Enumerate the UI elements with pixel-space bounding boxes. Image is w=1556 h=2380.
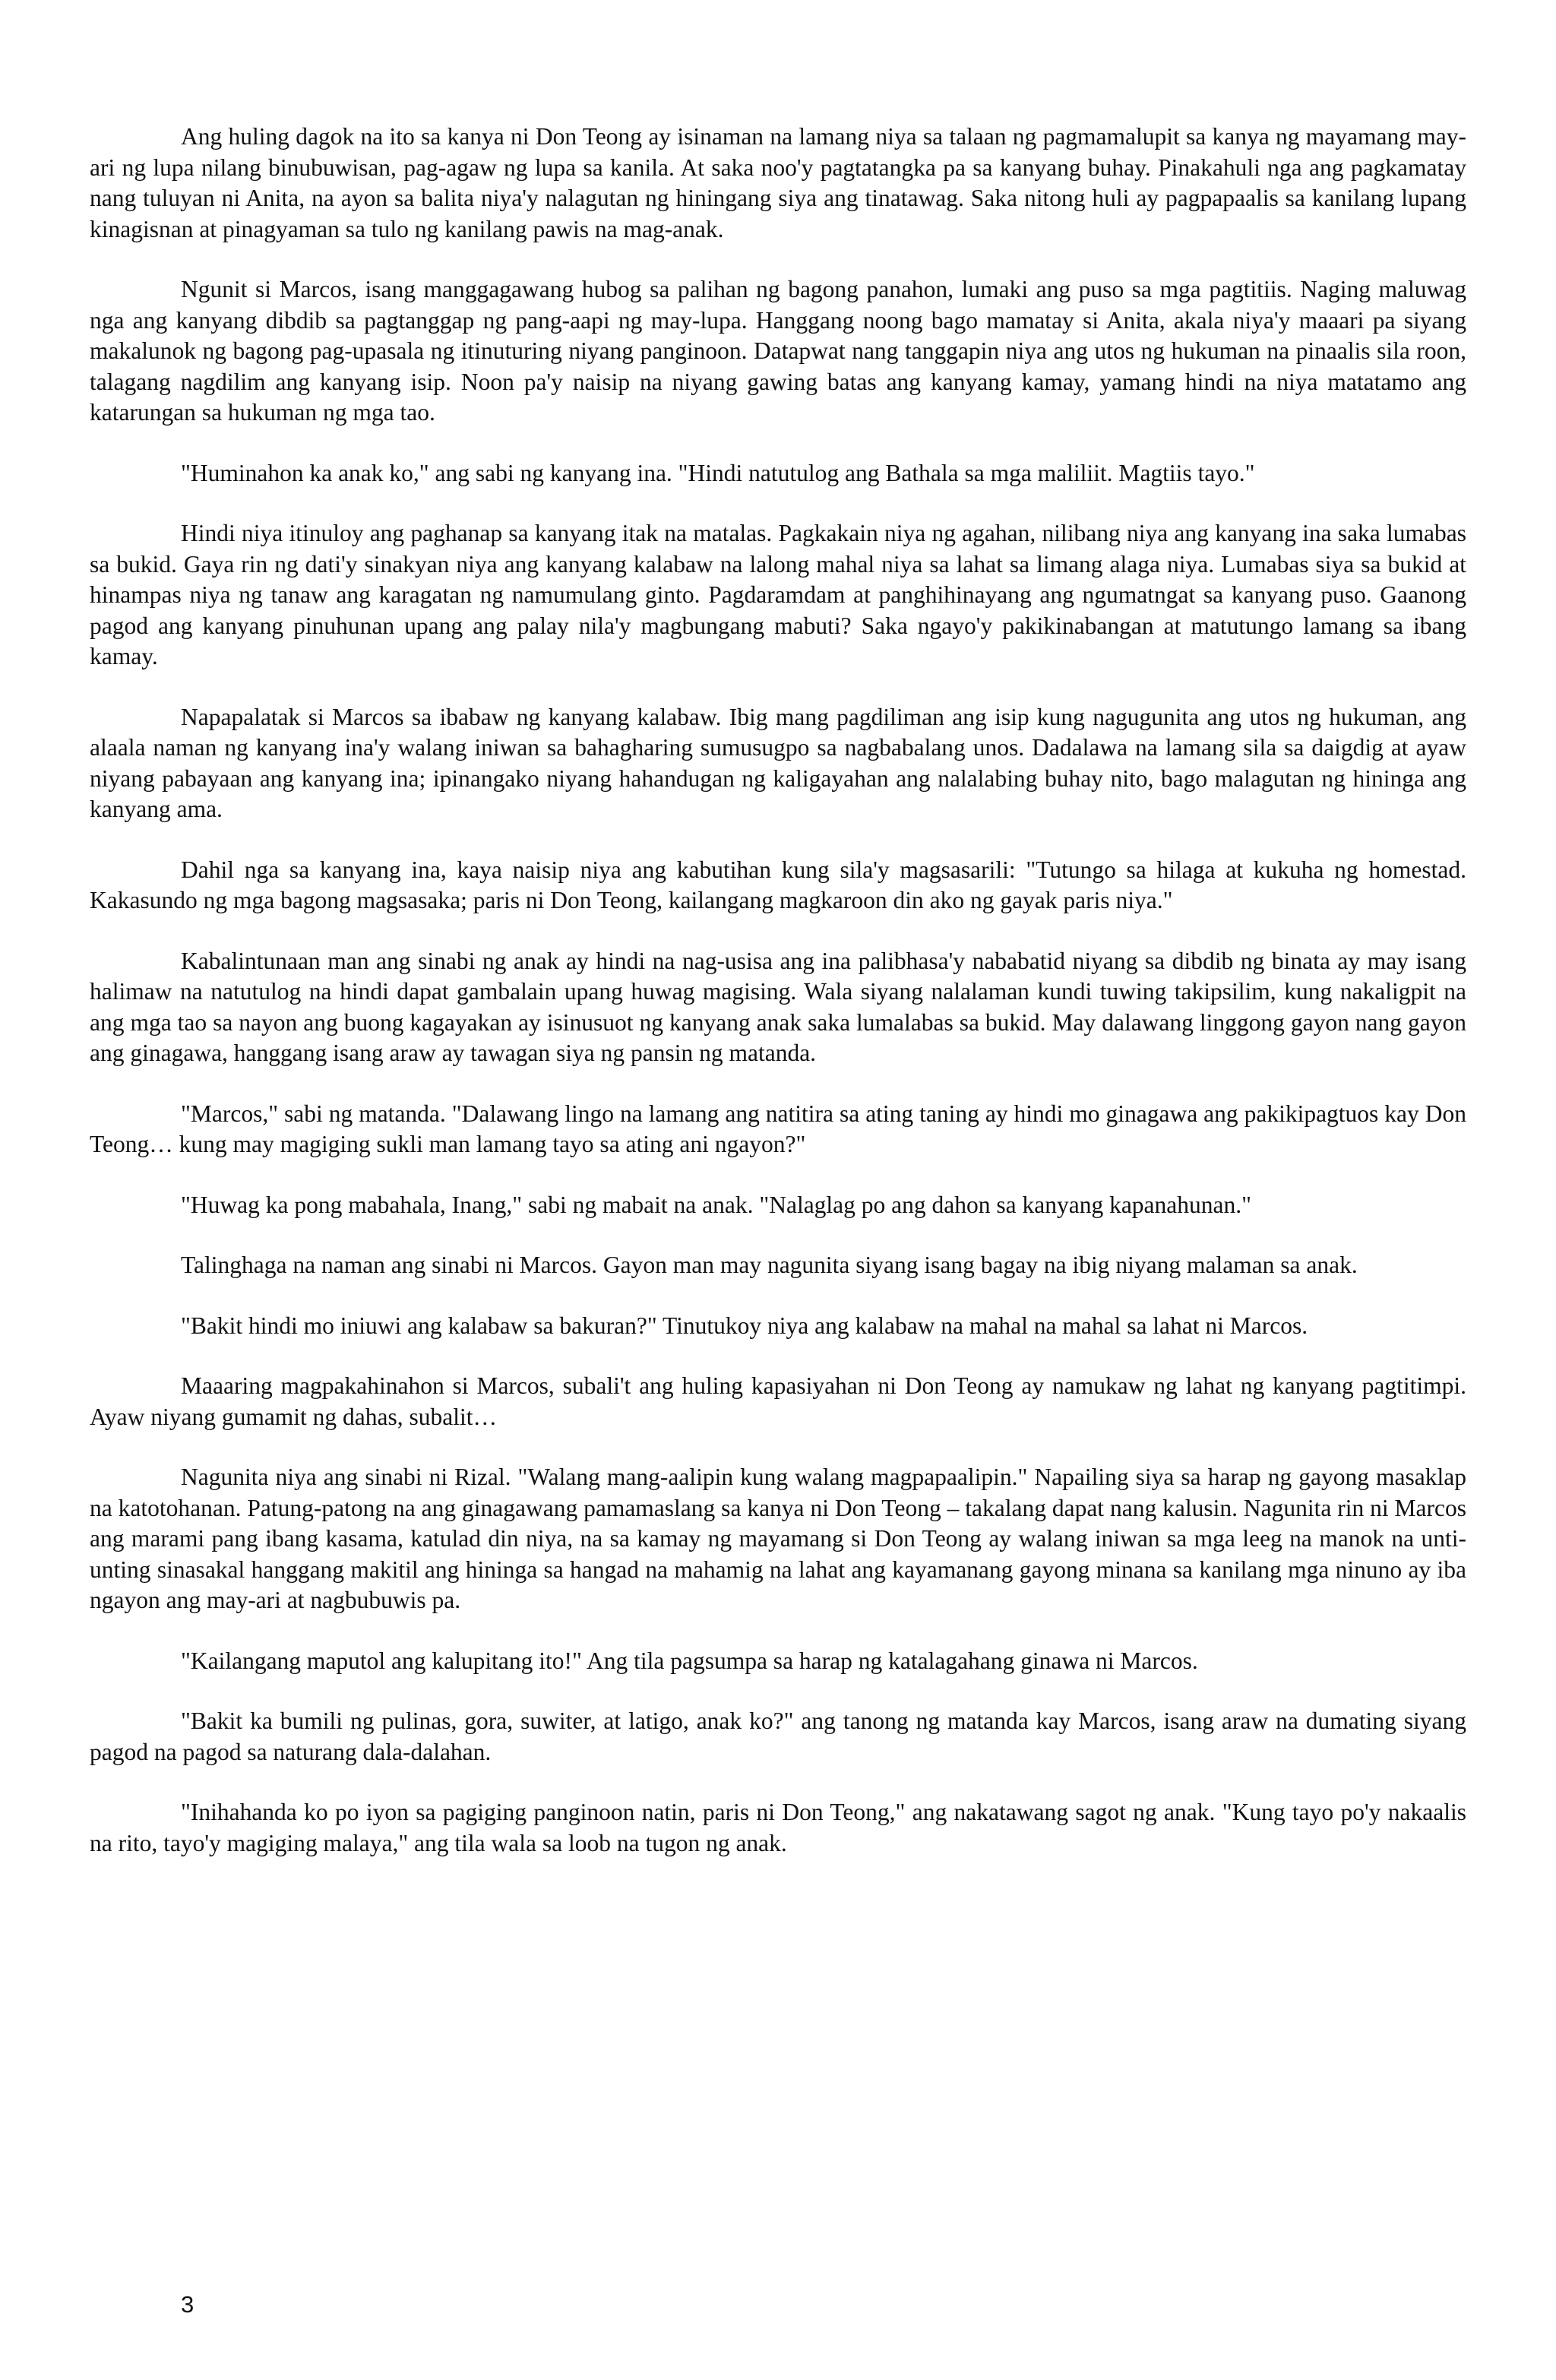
paragraph-5: Napapalatak si Marcos sa ibabaw ng kanyang kalabaw. Ibig mang pagdiliman ang isip kung nagugunita ang utos ng hukuman, ang alaala naman ng kanyang ina'y walang iniwan sa bahagharing sumusugpo sa nagbabalang unos. Dadalawa na lamang sila sa daigdig at ayaw niyang pabayaan ang kanyang ina; ipinangako niyang hahandugan ng kaligayahan ang nalalabing buhay nito, bago malagutan ng hininga ang kanyang ama.: [90, 703, 1466, 822]
paragraph-10: Talinghaga na naman ang sinabi ni Marcos. Gayon man may nagunita siyang isang bagay na ibig niyang malaman sa anak.: [181, 1252, 1358, 1278]
paragraph-14: "Kailangang maputol ang kalupitang ito!" Ang tila pagsumpa sa harap ng katalagahang ginawa ni Marcos.: [181, 1647, 1198, 1674]
paragraph-7: Kabalintunaan man ang sinabi ng anak ay hindi na nag-usisa ang ina palibhasa'y nababatid niyang sa dibdib ng binata ay may isang halimaw na natutulog na hindi dapat gambalain upang huwag magising. Wala siyang nalalaman kundi tuwing takipsilim, kung nakaligpit na ang mga tao sa nayon ang buong kagayakan ay isinusuot ng kanyang anak saka lumalabas sa bukid. May dalawang linggong gayon nang gayon ang ginagawa, hanggang isang araw ay tawagan siya ng pansin ng matanda.: [90, 947, 1466, 1066]
page-number: 3: [181, 2291, 194, 2318]
paragraph-2: Ngunit si Marcos, isang manggagawang hubog sa palihan ng bagong panahon, lumaki ang puso sa mga pagtitiis. Naging maluwag nga ang kanyang dibdib sa pagtanggap ng pang-aapi ng may-lupa. Hanggang noong bago mamatay si Anita, akala niya'y maaari pa siyang makalunok ng bagong pag-upasala ng itinuturing niyang panginoon. Datapwat nang tanggapin niya ang utos ng hukuman na pinaalis sila roon, talagang nagdilim ang kanyang isip. Noon pa'y naisip na niyang gawing batas ang kanyang kamay, yamang hindi na niya matatamo ang katarungan sa hukuman ng mga tao.: [90, 276, 1466, 426]
paragraph-4: Hindi niya itinuloy ang paghanap sa kanyang itak na matalas. Pagkakain niya ng agahan, nilibang niya ang kanyang ina saka lumabas sa bukid. Gaya rin ng dati'y sinakyan niya ang kanyang kalabaw na lalong mahal niya sa lahat sa limang alaga niya. Lumabas siya sa bukid at hinampas niya ng tanaw ang karagatan ng namumulang ginto. Pagdaramdam at panghihinayang ang ngumatngat sa kanyang puso. Gaanong pagod ang kanyang pinuhunan upang ang palay nila'y magbungang mabuti? Saka ngayo'y pakikinabangan at matutungo lamang sa ibang kamay.: [90, 520, 1466, 669]
paragraph-1: Ang huling dagok na ito sa kanya ni Don Teong ay isinaman na lamang niya sa talaan ng pagmamalupit sa kanya ng mayamang may-ari ng lupa nilang binubuwisan, pag-agaw ng lupa sa kanila. At saka noo'y pagtatangka pa sa kanyang buhay. Pinakahuli nga ang pagkamatay nang tuluyan ni Anita, na ayon sa balita niya'y nalagutan ng hiningang siya ang tinatawag. Saka nitong huli ay pagpapaalis sa kanilang lupang kinagisnan at pinagyaman sa tulo ng kanilang pawis na mag-anak.: [90, 123, 1466, 242]
paragraph-13: Nagunita niya ang sinabi ni Rizal. "Walang mang-aalipin kung walang magpapaalipin." Napailing siya sa harap ng gayong masaklap na katotohanan. Patung-patong na ang ginagawang pamamaslang sa kanya ni Don Teong – takalang dapat nang kalusin. Nagunita rin ni Marcos ang marami pang ibang kasama, katulad din niya, na sa kamay ng mayamang si Don Teong ay walang iniwan sa mga leeg na manok na unti-unting sinasakal hanggang makitil ang hininga sa hangad na mahamig na lahat ang kayamanang gayong minana sa kanilang mga ninuno ay iba ngayon ang may-ari at nagbubuwis pa.: [90, 1464, 1466, 1613]
paragraph-6: Dahil nga sa kanyang ina, kaya naisip niya ang kabutihan kung sila'y magsasarili: "Tutungo sa hilaga at kukuha ng homestad. Kakasundo ng mga bagong magsasaka; paris ni Don Teong, kailangang magkaroon din ako ng gayak paris niya.": [90, 856, 1466, 913]
paragraph-15: "Bakit ka bumili ng pulinas, gora, suwiter, at latigo, anak ko?" ang tanong ng matanda kay Marcos, isang araw na dumating siyang pagod na pagod sa naturang dala-dalahan.: [90, 1707, 1466, 1765]
paragraph-3: "Huminahon ka anak ko," ang sabi ng kanyang ina. "Hindi natutulog ang Bathala sa mga maliliit. Magtiis tayo.": [181, 459, 1255, 486]
document-page: [90, 122, 1466, 1888]
paragraph-16: "Inihahanda ko po iyon sa pagiging panginoon natin, paris ni Don Teong," ang nakatawang sagot ng anak. "Kung tayo po'y nakaalis na rito, tayo'y magiging malaya," ang tila wala sa loob na tugon ng anak.: [90, 1799, 1466, 1856]
paragraph-11: "Bakit hindi mo iniuwi ang kalabaw sa bakuran?" Tinutukoy niya ang kalabaw na mahal na mahal sa lahat ni Marcos.: [181, 1312, 1308, 1339]
paragraph-9: "Huwag ka pong mabahala, Inang," sabi ng mabait na anak. "Nalaglag po ang dahon sa kanyang kapanahunan.": [181, 1191, 1251, 1218]
paragraph-8: "Marcos," sabi ng matanda. "Dalawang lingo na lamang ang natitira sa ating taning ay hindi mo ginagawa ang pakikipagtuos kay Don Teong… kung may magiging sukli man lamang tayo sa ating ani ngayon?": [90, 1100, 1466, 1157]
paragraph-12: Maaaring magpakahinahon si Marcos, subali't ang huling kapasiyahan ni Don Teong ay namukaw ng lahat ng kanyang pagtitimpi. Ayaw niyang gumamit ng dahas, subalit…: [90, 1372, 1466, 1430]
